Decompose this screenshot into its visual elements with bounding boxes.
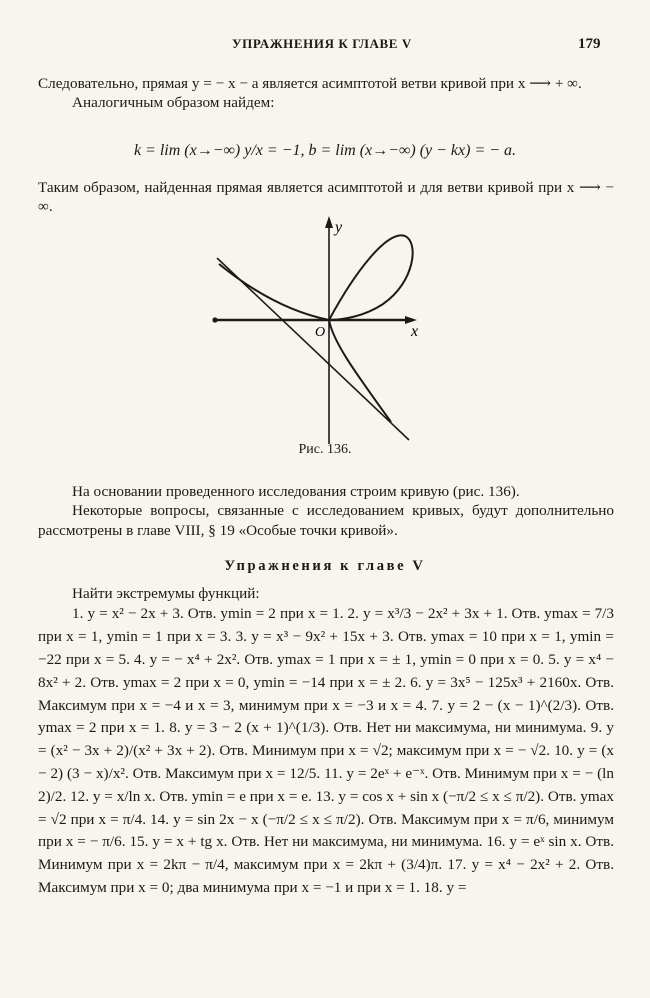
page-number: 179	[578, 36, 601, 52]
x-axis-label: x	[411, 323, 419, 340]
paragraph-asymptote	[38, 74, 614, 113]
exercises-block	[38, 584, 614, 900]
running-title: УПРАЖНЕНИЯ К ГЛАВЕ V	[232, 36, 412, 51]
paragraph-closing	[38, 482, 614, 540]
figure-caption: Рис. 136.	[298, 442, 352, 457]
curve-lower-branch	[329, 320, 391, 422]
exercises-intro: Найти экстремумы функций:	[72, 585, 260, 602]
curve-loop	[329, 235, 413, 320]
exercises-list: 1. y = x² − 2x + 3. Отв. ymin = 2 при x = 1. 2. y = x³/3 − 2x² + 3x + 1. Отв. ymax = 7/3 при x = 1, ymin = 1 при x = 3. 3. y = x³ − 9x² + 15x + 3. Отв. ymax = 10 при x = 1, ymin = −22 при x = 5. 4. y = − x⁴ + 2x². Отв. ymax = 1 при x = ± 1, ymin = 0 при x = 0. 5. y = x⁴ − 8x² + 2. Отв. ymax = 2 при x = 0, ymin = −14 при x = ± 2. 6. y = 3x⁵ − 125x³ + 2160x. Отв. Максимум при x = −4 и x = 3, минимум при x = −3 и x = 4. 7. y = 2 − (x − 1)^(2/3). Отв. ymax = 2 при x = 1. 8. y = 3 − 2 (x + 1)^(1/3). Отв. Нет ни максимума, ни минимума. 9. y = (x² − 3x + 2)/(x² + 3x + 2). Отв. Минимум при x = √2; максимум при x = − √2. 10. y = (x − 2) (3 − x)/x². Отв. Максимум при x = 12/5. 11. y = 2eˣ + e⁻ˣ. Отв. Минимум при x = − (ln 2)/2. 12. y = x/ln x. Отв. ymin = e при x = e. 13. y = cos x + sin x (−π/2 ≤ x ≤ π/2). Отв. ymax = √2 при x = π/4. 14. y = sin 2x − x (−π/2 ≤ x ≤ π/2). Отв. Максимум при x = π/6, минимум при x = − π/6. 15. y = x + tg x. Отв. Нет ни максимума, ни минимума. 16. y = eˣ sin x. Отв. Минимум при x = 2kπ − π/4, максимум при x = 2kπ + (3/4)π. 17. y = x⁴ − 2x² + 2. Отв. Максимум при x = 0; два минимума при x = −1 и при x = 1. 18. y =	[38, 605, 614, 897]
curve-figure	[205, 212, 430, 444]
text-paragraph: Следовательно, прямая y = − x − a является асимптотой ветви кривой при x ⟶ + ∞.	[38, 75, 582, 92]
x-axis-end-dot	[212, 317, 217, 322]
origin-label: O	[315, 325, 326, 340]
y-axis-label: y	[335, 219, 343, 236]
text-paragraph: Аналогичным образом найдем:	[72, 94, 275, 112]
page-header	[0, 36, 650, 58]
asymptote-line	[217, 258, 409, 440]
text-paragraph: Таким образом, найденная прямая является асимптотой и для ветви кривой при x ⟶ − ∞.	[38, 179, 614, 216]
text-paragraph: На основании проведенного исследования строим кривую (рис. 136).	[72, 483, 520, 500]
text-paragraph: Некоторые вопросы, связанные с исследованием кривых, будут дополнительно рассмотрены в главе VIII, § 19 «Особые точки кривой».	[38, 502, 614, 539]
y-axis-arrow-icon	[325, 216, 333, 228]
section-title: Упражнения к главе V	[224, 558, 426, 574]
limit-formula: k = lim (x→−∞) y/x = −1, b = lim (x→−∞) (y − kx) = − a.	[133, 142, 517, 159]
